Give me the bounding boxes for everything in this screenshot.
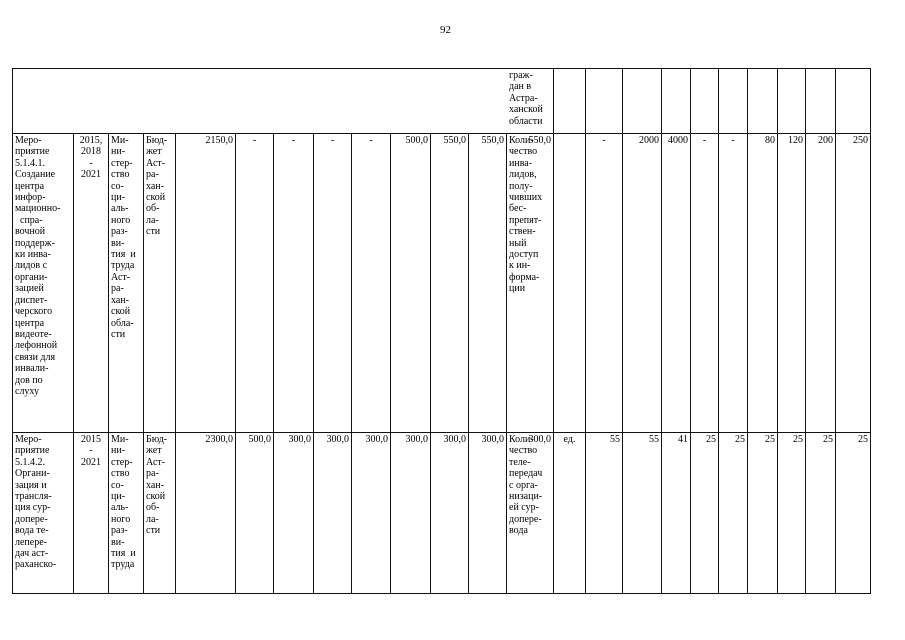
event-name-cell: Меро- приятие 5.1.4.1. Создание центра инфор- мационно- спра- вочной поддерж- ки инва- лидов с органи- зацией диспет- черского центра видеоте- лефонной связи для инвали- дов по слуху — [15, 135, 61, 397]
table-rule-v — [143, 133, 144, 594]
table-rule-v — [718, 68, 719, 594]
yearly-amount-cell: 300,0 — [365, 434, 388, 445]
indicator-value-cell: 55 — [610, 434, 620, 445]
indicator-value-cell: 55 — [649, 434, 659, 445]
total-amount-cell: 2300,0 — [205, 434, 233, 445]
yearly-amount-cell: 300,0 — [528, 434, 551, 445]
table-rule-v — [777, 68, 778, 594]
indicator-value-cell: 2000 — [639, 135, 659, 146]
table-rule-v — [235, 133, 236, 594]
indicator-value-cell: 25 — [793, 434, 803, 445]
table-rule-v — [351, 133, 352, 594]
funding-source-cell: Бюд- жет Аст- ра- хан- ской об- ла- сти — [146, 434, 168, 537]
indicator-value-cell: - — [702, 135, 707, 146]
yearly-amount-cell: 300,0 — [288, 434, 311, 445]
indicator-value-cell: 80 — [765, 135, 775, 146]
yearly-amount-cell: 500,0 — [405, 135, 428, 146]
yearly-amount-cell: 300,0 — [326, 434, 349, 445]
table-rule-v — [747, 68, 748, 594]
funding-source-cell: Бюд- жет Аст- ра- хан- ской об- ла- сти — [146, 135, 168, 238]
table-rule-v — [690, 68, 691, 594]
yearly-amount-cell: 300,0 — [481, 434, 504, 445]
table-rule-v — [313, 133, 314, 594]
yearly-amount-cell: - — [330, 135, 335, 146]
table-rule-h — [12, 68, 871, 69]
event-name-cell: Меро- приятие 5.1.4.2. Органи- зация и трансля- ция сур- допере- вода те- лепере- дач аст- раханско- — [15, 434, 57, 571]
unit-cell: ед. — [563, 434, 576, 445]
page-number: 92 — [440, 24, 451, 36]
table-rule-v — [468, 133, 469, 594]
period-cell: 2015, 2018 - 2021 — [79, 135, 103, 181]
yearly-amount-cell: 550,0 — [443, 135, 466, 146]
executor-cell: Ми- ни- стер- ство со- ци- аль- ного раз- ви- тия и труда — [111, 434, 136, 571]
table-rule-v — [273, 133, 274, 594]
continued-indicator-cell: граж- дан в Астра- ханской области — [509, 70, 543, 127]
total-amount-cell: 2150,0 — [205, 135, 233, 146]
indicator-value-cell: 25 — [706, 434, 716, 445]
indicator-value-cell: 250 — [853, 135, 868, 146]
table-rule-v — [390, 133, 391, 594]
indicator-value-cell: - — [602, 135, 606, 146]
indicator-value-cell: 120 — [788, 135, 803, 146]
table-rule-v — [805, 68, 806, 594]
yearly-amount-cell: 300,0 — [405, 434, 428, 445]
indicator-value-cell: 25 — [858, 434, 868, 445]
table-rule-v — [73, 133, 74, 594]
table-rule-v — [661, 68, 662, 594]
indicator-value-cell: - — [731, 135, 735, 146]
yearly-amount-cell: 550,0 — [528, 135, 551, 146]
period-cell: 2015 - 2021 — [81, 434, 101, 468]
yearly-amount-cell: - — [369, 135, 373, 146]
indicator-cell: Коли- чество теле- передач с орга- низаци- ей сур- допере- вода — [509, 434, 543, 537]
table-rule-v — [506, 133, 507, 594]
table-rule-h — [12, 432, 871, 433]
indicator-value-cell: 25 — [735, 434, 745, 445]
indicator-value-cell: 200 — [818, 135, 833, 146]
executor-cell: Ми- ни- стер- ство со- ци- аль- ного раз- ви- тия и труда Аст- ра- хан- ской обла- сти — [111, 135, 136, 340]
yearly-amount-cell: - — [291, 135, 296, 146]
yearly-amount-cell: 550,0 — [481, 135, 504, 146]
indicator-value-cell: 41 — [678, 434, 688, 445]
indicator-value-cell: 4000 — [668, 135, 688, 146]
table-rule-v — [835, 68, 836, 594]
table-rule-v — [175, 133, 176, 594]
indicator-value-cell: 25 — [765, 434, 775, 445]
table-rule-h — [12, 593, 871, 594]
yearly-amount-cell: - — [252, 135, 257, 146]
table-rule-v — [870, 68, 871, 594]
indicator-value-cell: 25 — [823, 434, 833, 445]
indicator-cell: Коли- чество инва- лидов, полу- чивших бес- препят- ствен- ный доступ к ин- форма- ции — [509, 135, 543, 295]
yearly-amount-cell: 500,0 — [248, 434, 271, 445]
table-rule-v — [622, 68, 623, 594]
table-rule-v — [553, 68, 554, 594]
table-rule-h — [12, 133, 871, 134]
yearly-amount-cell: 300,0 — [443, 434, 466, 445]
table-rule-v — [108, 133, 109, 594]
table-rule-v — [585, 68, 586, 594]
table-rule-v — [430, 133, 431, 594]
table-rule-v — [12, 68, 13, 594]
